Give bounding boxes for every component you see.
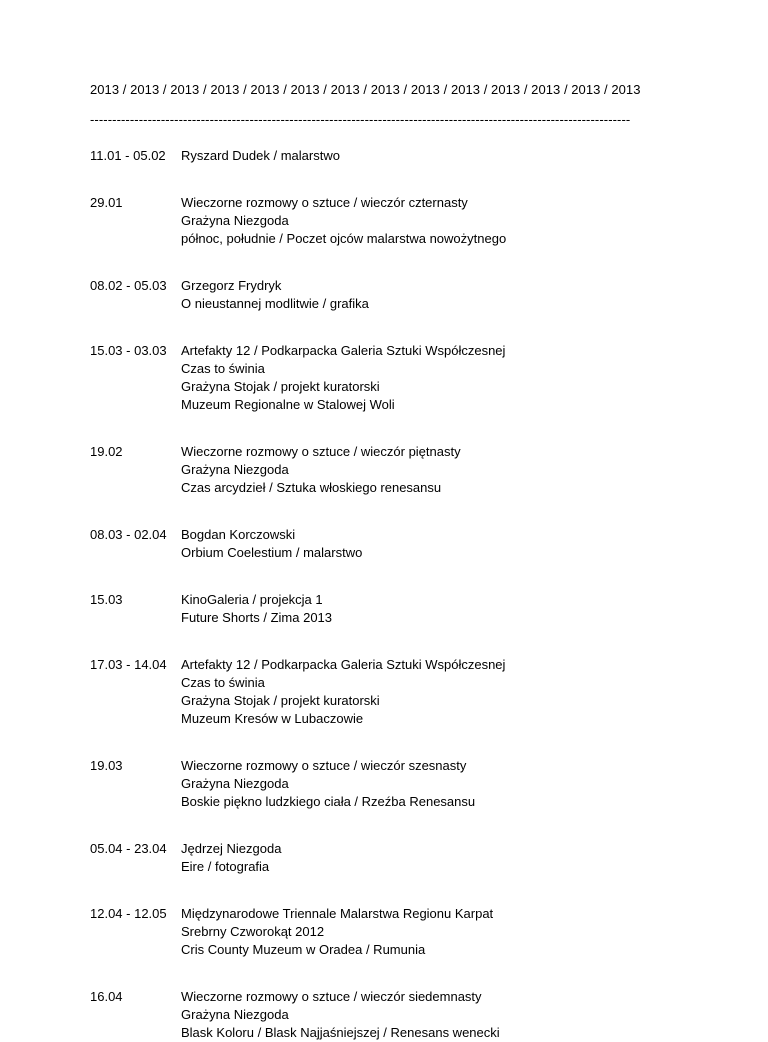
event-detail-line: Międzynarodowe Triennale Malarstwa Regionu Karpat	[181, 906, 494, 921]
event-detail-line: Orbium Coelestium / malarstwo	[181, 545, 363, 560]
event-date: 15.03 - 03.03	[90, 343, 167, 358]
event-detail-line: Grażyna Niezgoda	[181, 776, 289, 791]
event-detail-line: Czas to świnia	[181, 675, 265, 690]
event-detail-line: Blask Koloru / Blask Najjaśniejszej / Renesans wenecki	[181, 1025, 500, 1040]
event-detail-line: Artefakty 12 / Podkarpacka Galeria Sztuki Współczesnej	[181, 657, 506, 672]
event-detail-line: Wieczorne rozmowy o sztuce / wieczór szesnasty	[181, 758, 467, 773]
event-details	[181, 988, 500, 1042]
event-date: 16.04	[90, 989, 123, 1004]
event-detail-line: Grzegorz Frydryk	[181, 278, 282, 293]
event-date: 19.03	[90, 758, 123, 773]
event-entry	[90, 905, 730, 959]
event-detail-line: Czas to świnia	[181, 361, 265, 376]
event-detail-line: Czas arcydzieł / Sztuka włoskiego renesansu	[181, 480, 442, 495]
event-details	[181, 905, 493, 959]
document-page	[90, 81, 730, 1042]
event-detail-line: Grażyna Niezgoda	[181, 462, 289, 477]
event-details	[181, 526, 362, 562]
event-entry	[90, 656, 730, 728]
event-detail-line: Cris County Muzeum w Oradea / Rumunia	[181, 942, 426, 957]
event-detail-line: Jędrzej Niezgoda	[181, 841, 282, 856]
event-detail-line: O nieustannej modlitwie / grafika	[181, 296, 369, 311]
event-detail-line: Muzeum Kresów w Lubaczowie	[181, 711, 364, 726]
event-detail-line: Bogdan Korczowski	[181, 527, 296, 542]
event-detail-line: Boskie piękno ludzkiego ciała / Rzeźba Renesansu	[181, 794, 476, 809]
event-detail-line: Srebrny Czworokąt 2012	[181, 924, 325, 939]
event-detail-line: KinoGaleria / projekcja 1	[181, 592, 323, 607]
event-entry	[90, 840, 730, 876]
event-detail-line: Wieczorne rozmowy o sztuce / wieczór siedemnasty	[181, 989, 482, 1004]
event-detail-line: Wieczorne rozmowy o sztuce / wieczór piętnasty	[181, 444, 461, 459]
event-entry	[90, 277, 730, 313]
event-date: 05.04 - 23.04	[90, 841, 167, 856]
event-details	[181, 591, 332, 627]
event-entry	[90, 591, 730, 627]
event-detail-line: Grażyna Niezgoda	[181, 213, 289, 228]
event-detail-line: Eire / fotografia	[181, 859, 270, 874]
separator-line: --------------------------------------------------------------------------------------------------------------------------	[90, 112, 631, 127]
event-date: 08.02 - 05.03	[90, 278, 167, 293]
event-entry	[90, 757, 730, 811]
event-date: 11.01 - 05.02	[90, 148, 166, 163]
event-entry	[90, 194, 730, 248]
event-detail-line: Grażyna Stojak / projekt kuratorski	[181, 693, 380, 708]
event-entry	[90, 443, 730, 497]
event-detail-line: Wieczorne rozmowy o sztuce / wieczór czternasty	[181, 195, 468, 210]
event-details	[181, 277, 369, 313]
event-date: 29.01	[90, 195, 123, 210]
event-details	[181, 443, 461, 497]
event-list	[90, 147, 730, 1042]
event-details	[181, 194, 506, 248]
event-detail-line: Grażyna Niezgoda	[181, 1007, 289, 1022]
event-detail-line: Muzeum Regionalne w Stalowej Woli	[181, 397, 395, 412]
event-details	[181, 757, 475, 811]
event-date: 08.03 - 02.04	[90, 527, 167, 542]
event-date: 17.03 - 14.04	[90, 657, 167, 672]
event-detail-line: Grażyna Stojak / projekt kuratorski	[181, 379, 380, 394]
event-detail-line: Ryszard Dudek / malarstwo	[181, 148, 340, 163]
event-detail-line: Future Shorts / Zima 2013	[181, 610, 333, 625]
event-detail-line: północ, południe / Poczet ojców malarstwa nowożytnego	[181, 231, 507, 246]
event-details	[181, 342, 505, 414]
event-entry	[90, 526, 730, 562]
event-details	[181, 656, 505, 728]
event-details	[181, 147, 340, 165]
event-date: 19.02	[90, 444, 123, 459]
event-date: 12.04 - 12.05	[90, 906, 167, 921]
event-entry	[90, 988, 730, 1042]
event-entry	[90, 342, 730, 414]
event-details	[181, 840, 281, 876]
year-header: 2013 / 2013 / 2013 / 2013 / 2013 / 2013 / 2013 / 2013 / 2013 / 2013 / 2013 / 2013 / 2013 / 2013	[90, 82, 641, 97]
event-date: 15.03	[90, 592, 123, 607]
event-detail-line: Artefakty 12 / Podkarpacka Galeria Sztuki Współczesnej	[181, 343, 506, 358]
event-entry	[90, 147, 730, 165]
